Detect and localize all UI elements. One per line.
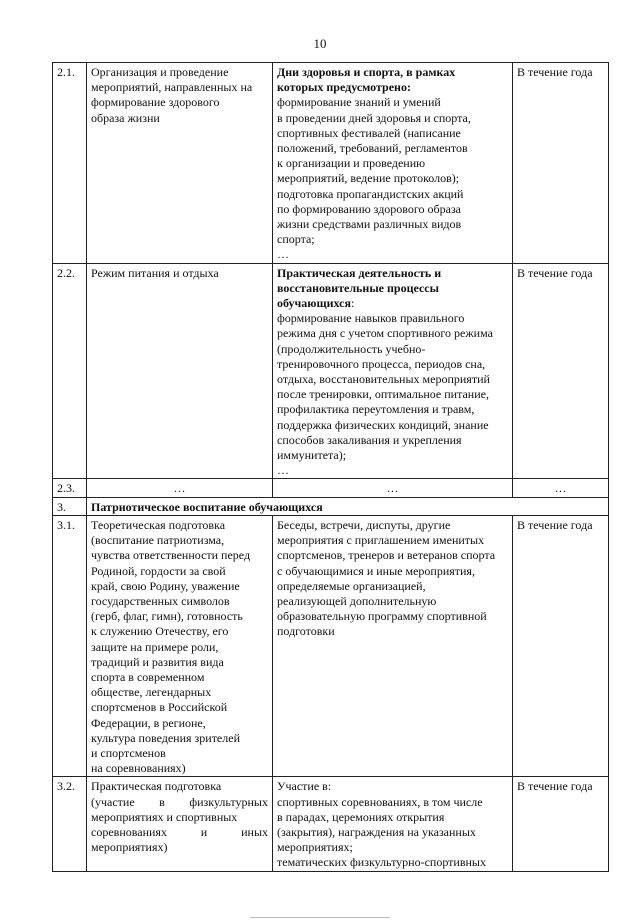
- content-line: поддержка физических кондиций, знание: [277, 417, 489, 432]
- section-title-cell: Патриотическое воспитание обучающихся: [87, 497, 609, 515]
- content-cell: [273, 63, 513, 264]
- activity-line: Практическая подготовка: [91, 779, 222, 794]
- activity-line: и спортсменов: [91, 745, 166, 760]
- activity-line: спорта в современном: [91, 669, 205, 684]
- content-line: жизни средствами различных видов: [277, 217, 462, 232]
- content-line: …: [277, 247, 289, 262]
- content-line: спортивных соревнованиях, в том числе: [277, 794, 483, 809]
- page-number: 10: [313, 36, 327, 51]
- content-line: тренировочного процесса, периодов сна,: [277, 356, 486, 371]
- activity-cell: [87, 515, 273, 776]
- row-number-cell: 3.: [53, 497, 87, 515]
- content-line: профилактика переутомления и травм,: [277, 402, 475, 417]
- content-line: способов закаливания и укрепления: [277, 432, 462, 447]
- activity-cell: [87, 263, 273, 479]
- activity-line: к служению Отечеству, его: [91, 624, 229, 639]
- row-number-cell: 2.3.: [53, 479, 87, 497]
- content-line: мероприятий, ведение протоколов);: [277, 171, 460, 186]
- term-cell: В течение года: [513, 63, 609, 264]
- content-line: спортсменов, тренеров и ветеранов спорта: [277, 548, 496, 563]
- activity-line: Теоретическая подготовка: [91, 517, 226, 532]
- activity-line: (участие в физкультурных: [91, 794, 268, 809]
- row-number-cell: 3.2.: [53, 777, 87, 871]
- content-line: спорта;: [277, 232, 315, 247]
- activity-line: край, свою Родину, уважение: [91, 578, 240, 593]
- content-line: (продолжительность учебно-: [277, 341, 426, 356]
- activity-line: государственных символов: [91, 593, 230, 608]
- content-line: тематических физкультурно-спортивных: [277, 855, 486, 870]
- content-line: образовательную программу спортивной: [277, 609, 487, 624]
- content-line: с обучающимися и иные мероприятия,: [277, 563, 475, 578]
- activity-line: спортсменов в Российской: [91, 700, 228, 715]
- term-cell: В течение года: [513, 263, 609, 479]
- scan-edge-line: [250, 917, 390, 918]
- activity-cell: [87, 777, 273, 871]
- activity-cell: …: [87, 479, 273, 497]
- content-line: после тренировки, оптимальное питание,: [277, 387, 489, 402]
- content-line: формирование знаний и умений: [277, 95, 441, 110]
- activity-line: образа жизни: [91, 110, 160, 125]
- activity-line: мероприятиях): [91, 840, 168, 855]
- activity-line: формирование здорового: [91, 95, 220, 110]
- content-heading-line: Практическая деятельность и: [277, 265, 442, 280]
- content-heading-line: восстановительные процессы: [277, 280, 440, 295]
- activity-line: мероприятий, направленных на: [91, 80, 253, 95]
- table-row: [53, 479, 609, 497]
- content-cell: [273, 515, 513, 776]
- content-line: в парадах, церемониях открытия: [277, 809, 445, 824]
- content-heading-line: Дни здоровья и спорта, в рамках: [277, 65, 456, 79]
- row-number-cell: 3.1.: [53, 515, 87, 776]
- term-cell: …: [513, 479, 609, 497]
- table-row: [53, 777, 609, 871]
- content-line: …: [277, 463, 289, 478]
- table-row: [53, 497, 609, 515]
- term-cell: В течение года: [513, 777, 609, 871]
- activity-line: защите на примере роли,: [91, 639, 219, 654]
- term-cell: В течение года: [513, 515, 609, 776]
- content-line: в проведении дней здоровья и спорта,: [277, 110, 471, 125]
- content-line: Участие в:: [277, 779, 332, 794]
- content-line: определяемые организацией,: [277, 578, 426, 593]
- content-line: подготовки: [277, 624, 335, 639]
- content-heading-suffix: :: [351, 296, 355, 311]
- activity-line: (герб, флаг, гимн), готовность: [91, 609, 243, 624]
- activity-line: мероприятиях и спортивных: [91, 809, 238, 824]
- content-line: по формированию здорового образа: [277, 201, 462, 216]
- content-heading-line: обучающихся:: [277, 296, 355, 311]
- content-line: формирование навыков правильного: [277, 311, 465, 326]
- content-line: подготовка пропагандистских акций: [277, 186, 464, 201]
- activity-line: традиций и развития вида: [91, 654, 224, 669]
- activity-line: соревнованиях и иных: [91, 824, 268, 839]
- activity-line: (воспитание патриотизма,: [91, 533, 225, 548]
- activity-line: Родиной, гордости за свой: [91, 563, 226, 578]
- activity-line: Федерации, в регионе,: [91, 715, 206, 730]
- content-cell: [273, 777, 513, 871]
- content-line: Беседы, встречи, диспуты, другие: [277, 517, 451, 532]
- content-cell: …: [273, 479, 513, 497]
- content-heading-line: которых предусмотрено:: [277, 80, 411, 95]
- activity-line: на соревнованиях): [91, 761, 186, 776]
- table-row: [53, 515, 609, 776]
- content-line: спортивных фестивалей (написание: [277, 125, 461, 140]
- activity-line: Организация и проведение: [91, 65, 229, 79]
- content-line: отдыха, восстановительных мероприятий: [277, 372, 490, 387]
- activity-line: обществе, легендарных: [91, 685, 212, 700]
- table-row: [53, 63, 609, 264]
- row-number-cell: 2.1.: [53, 63, 87, 264]
- content-line: (закрытия), награждения на указанных: [277, 824, 476, 839]
- content-line: мероприятия с приглашением именитых: [277, 533, 485, 548]
- table-row: [53, 263, 609, 479]
- activity-line: Режим питания и отдыха: [91, 265, 219, 280]
- content-line: к организации и проведению: [277, 156, 426, 171]
- content-line: режима дня с учетом спортивного режима: [277, 326, 493, 341]
- activity-line: чувства ответственности перед: [91, 548, 251, 563]
- content-line: реализующей дополнительную: [277, 593, 437, 608]
- content-line: мероприятиях;: [277, 840, 353, 855]
- content-line: положений, требований, регламентов: [277, 141, 468, 156]
- row-number-cell: 2.2.: [53, 263, 87, 479]
- activity-cell: [87, 63, 273, 264]
- activity-line: культура поведения зрителей: [91, 730, 240, 745]
- content-cell: [273, 263, 513, 479]
- content-line: иммунитета);: [277, 448, 347, 463]
- activity-plan-table: [52, 62, 609, 872]
